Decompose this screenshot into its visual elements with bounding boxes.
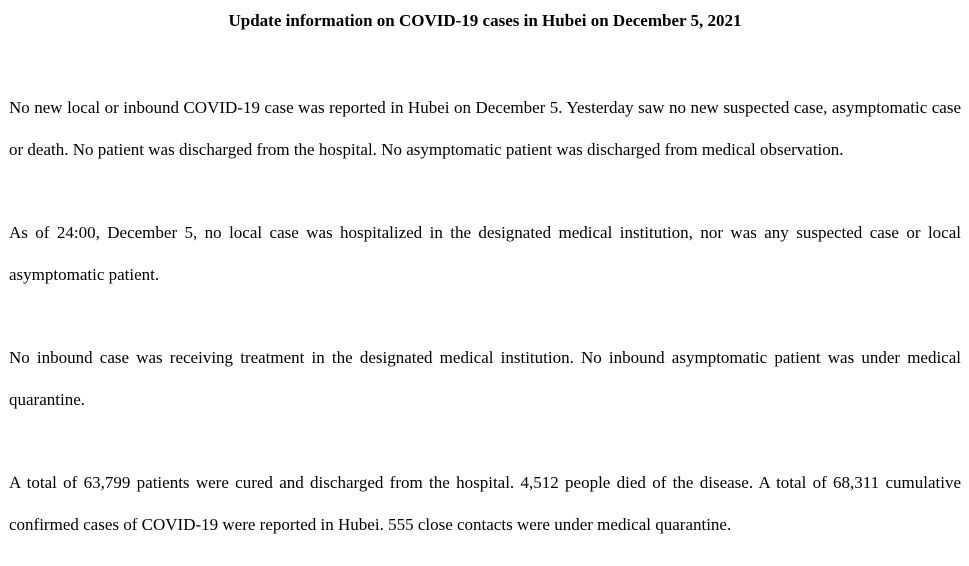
paragraph-new-cases: No new local or inbound COVID-19 case was reported in Hubei on December 5. Yesterday saw no new suspected case, asymptomatic case or death. No patient was discharged from the hospital. No asymptomatic patient was discharged from medical observation. [9, 98, 961, 159]
paragraph-inbound-status: No inbound case was receiving treatment in the designated medical institution. No inbound asymptomatic patient was under medical quarantine. [9, 348, 961, 409]
paragraph-local-status: As of 24:00, December 5, no local case was hospitalized in the designated medical institution, nor was any suspected case or local asymptomatic patient. [9, 223, 961, 284]
paragraph-cumulative-totals: A total of 63,799 patients were cured and discharged from the hospital. 4,512 people died of the disease. A total of 68,311 cumulative confirmed cases of COVID-19 were reported in Hubei. 555 close contacts were under medical quarantine. [9, 473, 961, 534]
document-title: Update information on COVID-19 cases in Hubei on December 5, 2021 [228, 11, 742, 30]
document [9, 0, 961, 545]
